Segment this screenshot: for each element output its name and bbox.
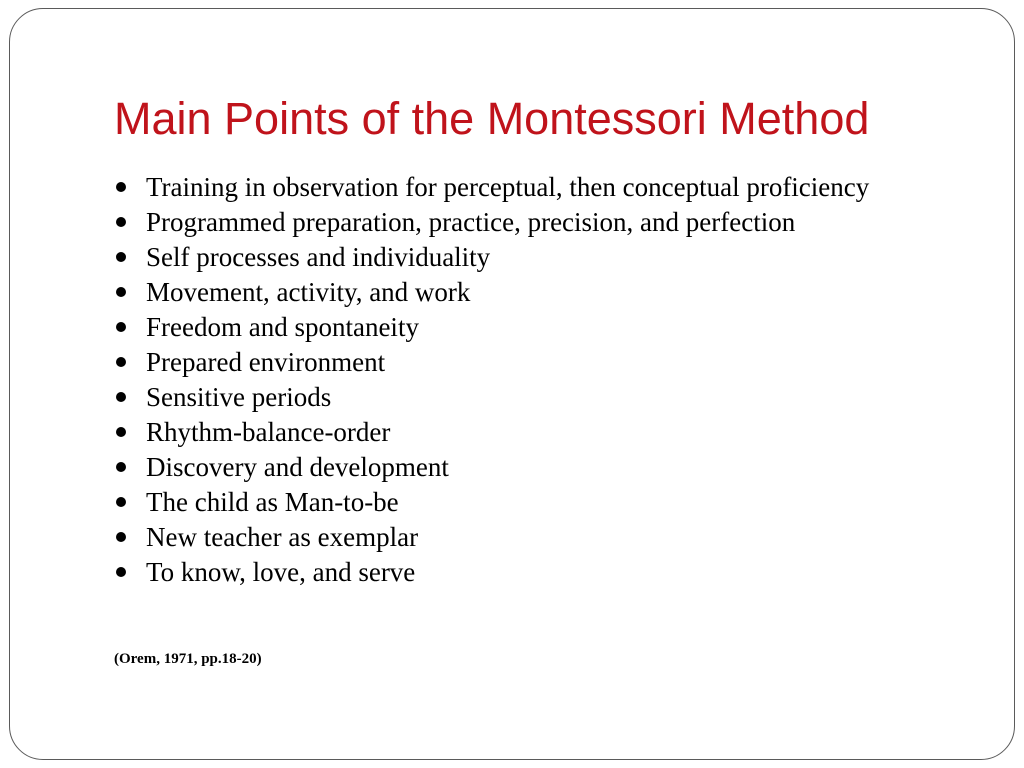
bullet-text: Self processes and individuality: [146, 242, 491, 272]
bullet-dot-icon: [116, 497, 126, 507]
bullet-dot-icon: [116, 217, 126, 227]
bullet-item: [116, 454, 976, 480]
bullet-dot-icon: [116, 287, 126, 297]
bullet-item: [116, 209, 976, 235]
bullet-text: Prepared environment: [146, 347, 386, 377]
bullet-dot-icon: [116, 427, 126, 437]
slide-title: Main Points of the Montessori Method: [114, 93, 870, 144]
bullet-dot-icon: [116, 252, 126, 262]
bullet-text: Sensitive periods: [146, 382, 332, 412]
bullet-text: Training in observation for perceptual, then conceptual proficiency: [146, 172, 870, 202]
bullet-dot-icon: [116, 462, 126, 472]
bullet-list: [116, 174, 976, 594]
bullet-item: [116, 559, 976, 585]
bullet-dot-icon: [116, 322, 126, 332]
bullet-item: [116, 384, 976, 410]
bullet-text: The child as Man-to-be: [146, 487, 399, 517]
bullet-text: To know, love, and serve: [146, 557, 416, 587]
bullet-text: New teacher as exemplar: [146, 522, 419, 552]
bullet-item: [116, 314, 976, 340]
bullet-dot-icon: [116, 392, 126, 402]
bullet-item: [116, 174, 976, 200]
bullet-item: [116, 349, 976, 375]
bullet-text: Discovery and development: [146, 452, 449, 482]
bullet-text: Rhythm-balance-order: [146, 417, 391, 447]
bullet-dot-icon: [116, 532, 126, 542]
citation: (Orem, 1971, pp.18-20): [114, 651, 262, 667]
bullet-item: [116, 419, 976, 445]
bullet-text: Movement, activity, and work: [146, 277, 471, 307]
bullet-item: [116, 244, 976, 270]
bullet-item: [116, 279, 976, 305]
bullet-text: Programmed preparation, practice, precision, and perfection: [146, 207, 796, 237]
bullet-item: [116, 524, 976, 550]
bullet-dot-icon: [116, 182, 126, 192]
bullet-dot-icon: [116, 357, 126, 367]
bullet-text: Freedom and spontaneity: [146, 312, 419, 342]
bullet-dot-icon: [116, 567, 126, 577]
bullet-item: [116, 489, 976, 515]
